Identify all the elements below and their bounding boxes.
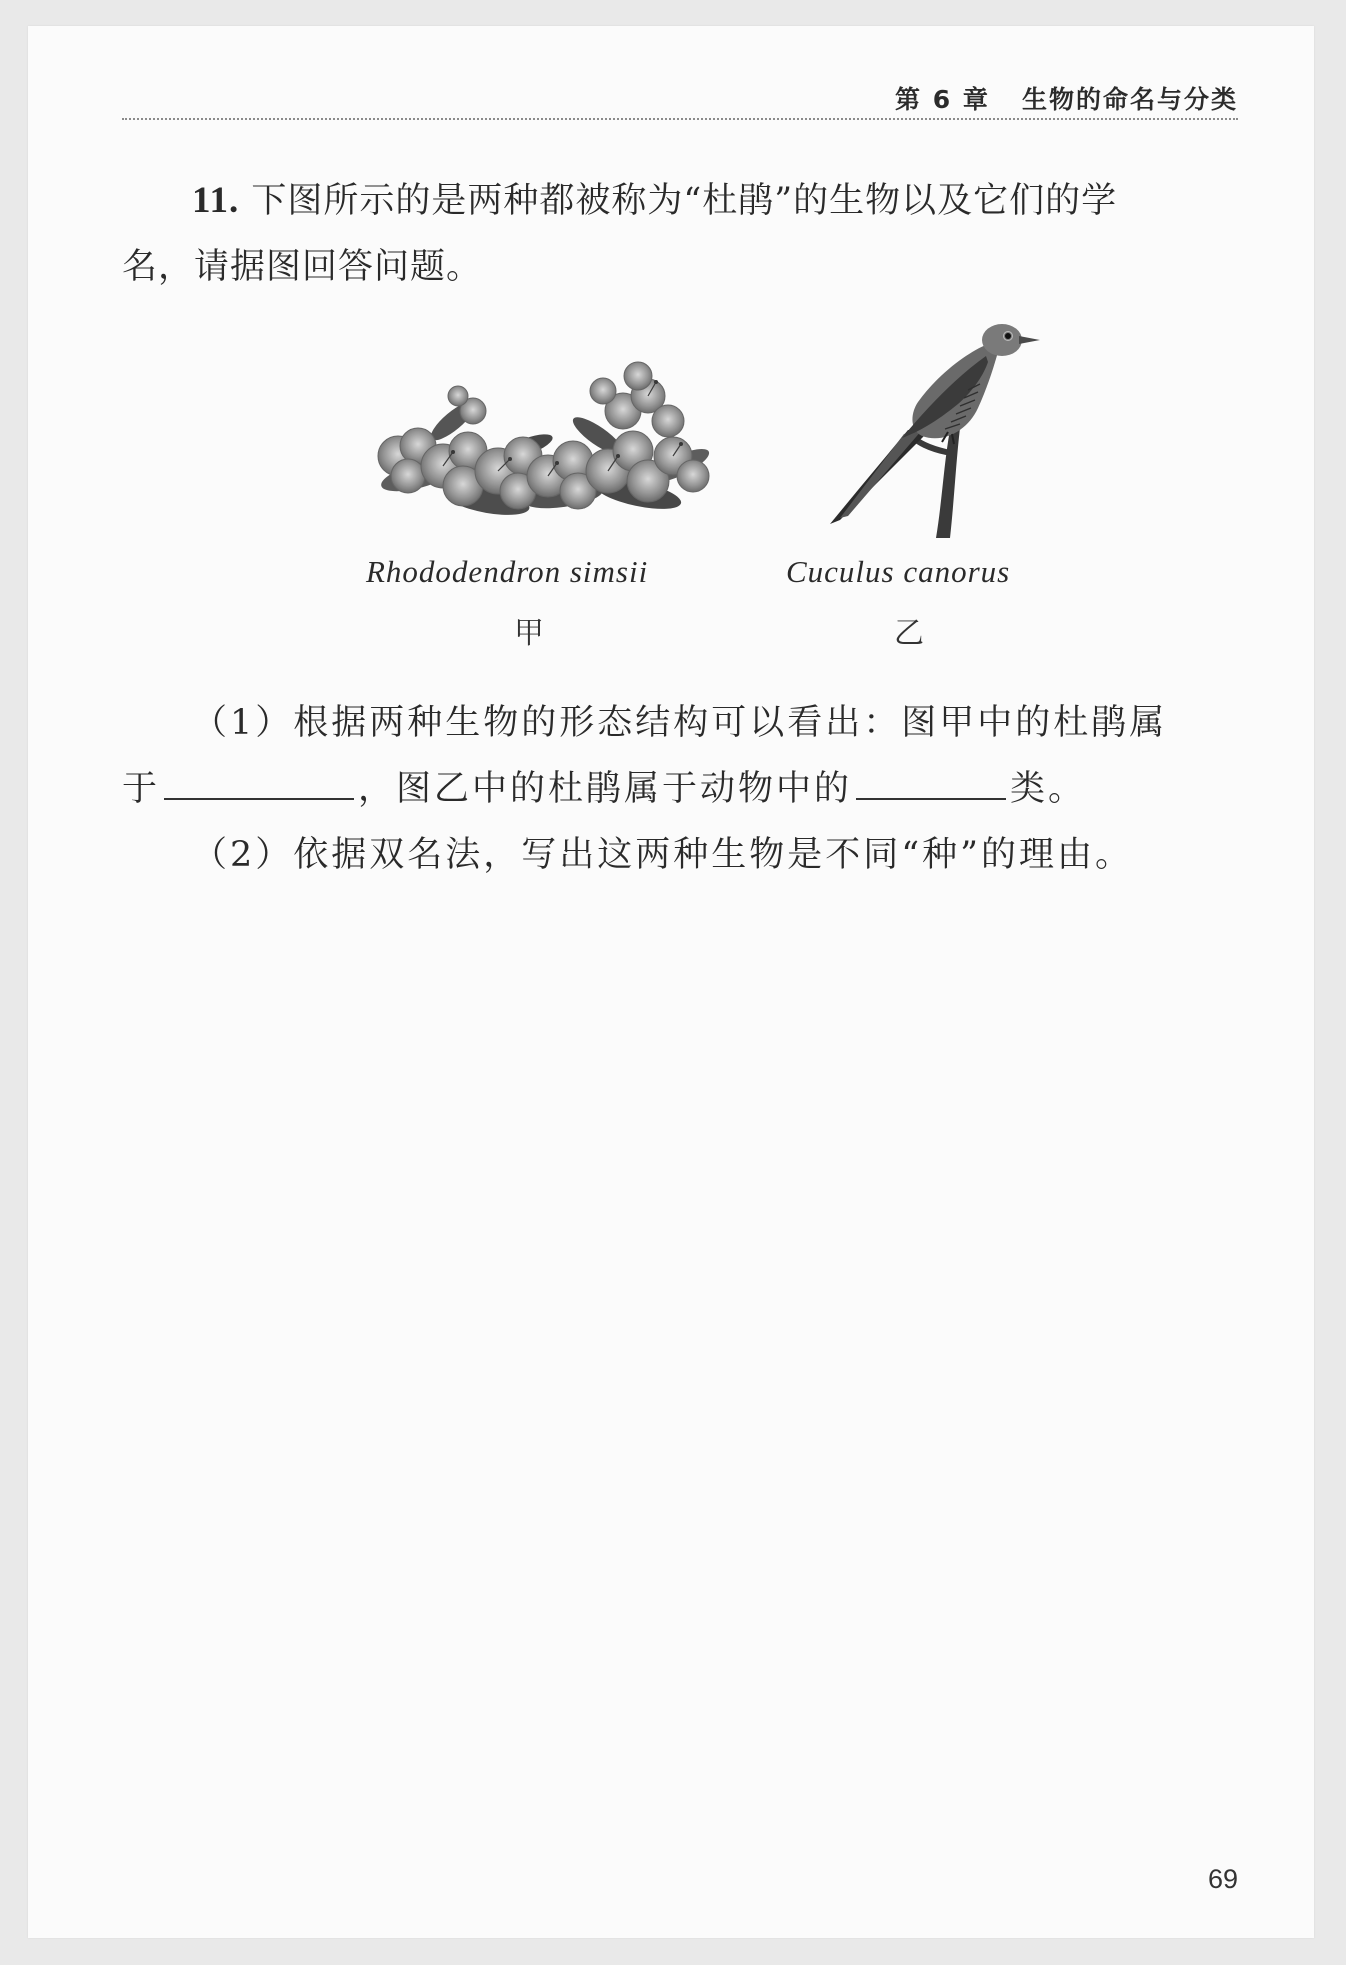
question-number: 11. xyxy=(192,180,240,221)
sub-question-2: （2）依据双名法，写出这两种生物是不同“种”的理由。 xyxy=(192,835,1134,875)
cuckoo-bird-illustration xyxy=(818,312,1058,538)
latin-name-cuckoo: Cuculus canorus xyxy=(786,554,1011,589)
page-number: 69 xyxy=(1207,1864,1238,1894)
question-stem-line-1: 下图所示的是两种都被称为“杜鹃”的生物以及它们的学 xyxy=(251,181,1118,221)
chapter-title: 生物的命名与分类 xyxy=(1021,85,1238,114)
sub-question-1-part-b: ，图乙中的杜鹃属于动物中的 xyxy=(358,769,853,809)
sub-question-1-part-a: 于 xyxy=(122,769,161,809)
latin-name-azalea: Rhododendron simsii xyxy=(366,554,649,589)
figure-label-yi: 乙 xyxy=(894,616,924,651)
chapter-number: 第 6 章 xyxy=(895,85,990,114)
azalea-flower-illustration xyxy=(348,326,728,536)
question-stem-line-2: 名，请据图回答问题。 xyxy=(122,247,483,287)
header-dotted-rule xyxy=(122,118,1238,120)
answer-blank-1[interactable] xyxy=(164,792,354,800)
sub-questions xyxy=(122,690,1238,888)
textbook-page xyxy=(28,26,1314,1938)
sub-question-1-line-1: （1）根据两种生物的形态结构可以看出：图甲中的杜鹃属 xyxy=(192,703,1168,743)
answer-blank-2[interactable] xyxy=(856,792,1006,800)
running-header xyxy=(895,80,1238,116)
sub-question-1-part-c: 类。 xyxy=(1010,769,1087,809)
figure-label-jia: 甲 xyxy=(514,616,544,651)
question-stem xyxy=(122,168,1238,300)
